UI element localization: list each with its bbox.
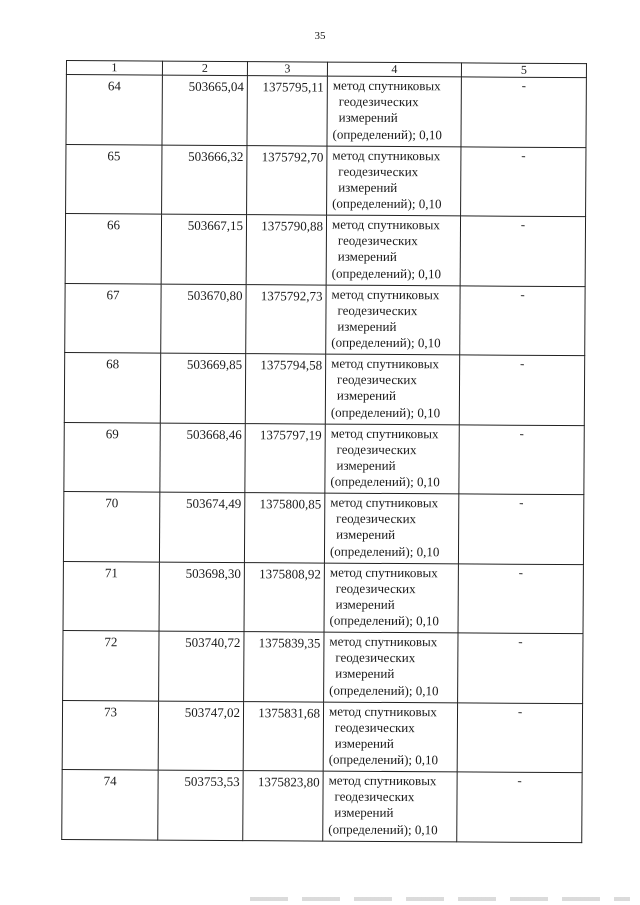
x-coordinate-cell: 503747,02 (158, 701, 243, 771)
method-line: измерений (335, 666, 395, 682)
point-number-cell: 67 (65, 283, 161, 353)
note-cell: - (458, 563, 583, 633)
method-line: геодезических (337, 232, 418, 249)
y-coordinate-cell: 1375808,92 (244, 562, 324, 632)
y-coordinate-cell: 1375792,73 (246, 284, 326, 354)
point-number-cell: 73 (62, 700, 158, 770)
method-cell (323, 771, 457, 841)
table-row (63, 561, 583, 634)
method-line: метод спутниковых (328, 703, 437, 719)
note-cell: - (459, 424, 584, 494)
method-line: геодезических (338, 163, 419, 179)
point-number-cell: 74 (62, 769, 158, 839)
method-line: (определений); 0,10 (331, 334, 441, 351)
method-cell (325, 424, 459, 494)
method-line: (определений); 0,10 (328, 751, 439, 768)
method-line: геодезических (337, 371, 417, 388)
table-row (64, 422, 584, 495)
y-coordinate-cell: 1375790,88 (246, 215, 326, 285)
method-cell (325, 354, 459, 424)
table-row (66, 144, 586, 217)
x-coordinate-cell: 503753,53 (158, 770, 243, 840)
method-cell (323, 702, 457, 772)
y-coordinate-cell: 1375823,80 (243, 771, 323, 841)
point-number-cell: 71 (63, 561, 159, 631)
y-coordinate-cell: 1375794,58 (245, 354, 325, 424)
method-line: метод спутниковых (328, 772, 437, 789)
method-line: геодезических (335, 649, 416, 666)
note-cell: - (460, 285, 585, 355)
table-row (65, 214, 585, 287)
y-coordinate-cell: 1375797,19 (245, 423, 325, 493)
method-line: измерений (338, 110, 398, 126)
point-number-cell: 70 (63, 491, 159, 561)
method-line: геодезических (336, 510, 417, 527)
method-line: метод спутниковых (332, 147, 441, 163)
method-line: метод спутниковых (330, 425, 439, 441)
method-cell (326, 215, 460, 285)
method-cell (327, 76, 461, 146)
method-line: измерений (336, 457, 396, 473)
method-line: геодезических (334, 788, 415, 805)
method-line: измерений (336, 388, 397, 404)
column-header-1: 1 (66, 61, 162, 76)
x-coordinate-cell: 503670,80 (161, 284, 246, 354)
point-number-cell: 72 (63, 630, 159, 700)
column-header-4: 4 (327, 62, 461, 77)
note-cell: - (458, 633, 583, 703)
method-line: измерений (336, 527, 396, 543)
note-cell: - (457, 702, 582, 772)
method-line: (определений); 0,10 (332, 126, 442, 142)
note-cell: - (457, 772, 582, 842)
x-coordinate-cell: 503674,49 (159, 492, 244, 562)
method-line: метод спутниковых (331, 355, 440, 372)
method-cell (324, 563, 458, 633)
method-line: измерений (337, 249, 397, 265)
method-line: (определений); 0,10 (329, 612, 439, 629)
y-coordinate-cell: 1375839,35 (244, 632, 324, 702)
point-number-cell: 66 (65, 214, 161, 284)
column-header-5: 5 (461, 63, 586, 78)
method-cell (324, 493, 458, 563)
table-row (64, 352, 584, 425)
method-line: метод спутниковых (330, 494, 439, 511)
table-row (63, 630, 583, 703)
point-number-cell: 68 (64, 352, 160, 422)
table-row (66, 75, 586, 148)
method-line: метод спутниковых (332, 77, 441, 94)
method-line: геодезических (337, 302, 418, 318)
page-number: 35 (314, 30, 326, 42)
method-line: (определений); 0,10 (328, 821, 438, 837)
method-line: (определений); 0,10 (329, 682, 439, 698)
table-row (62, 700, 582, 773)
method-line: (определений); 0,10 (331, 265, 442, 281)
y-coordinate-cell: 1375800,85 (244, 493, 324, 563)
method-line: геодезических (338, 93, 419, 110)
method-line: измерений (334, 735, 394, 751)
x-coordinate-cell: 503665,04 (162, 75, 247, 145)
point-number-cell: 65 (66, 144, 162, 214)
method-line: (определений); 0,10 (329, 543, 440, 559)
x-coordinate-cell: 503698,30 (159, 562, 244, 632)
method-line: геодезических (335, 580, 416, 596)
method-line: метод спутниковых (331, 286, 440, 302)
x-coordinate-cell: 503668,46 (160, 423, 245, 493)
method-line: геодезических (334, 719, 415, 735)
coordinates-table (61, 60, 587, 843)
method-line: метод спутниковых (329, 633, 438, 650)
method-line: геодезических (336, 441, 417, 457)
y-coordinate-cell: 1375831,68 (243, 701, 323, 771)
method-line: метод спутниковых (329, 564, 438, 580)
note-cell: - (458, 494, 583, 564)
x-coordinate-cell: 503740,72 (159, 631, 244, 701)
y-coordinate-cell: 1375792,70 (247, 145, 327, 215)
table-body (62, 75, 587, 843)
method-cell (326, 285, 460, 355)
method-line: измерений (334, 805, 394, 821)
scan-artifact (250, 897, 630, 901)
note-cell: - (459, 355, 584, 425)
method-line: (определений); 0,10 (332, 195, 442, 212)
method-line: измерений (335, 596, 395, 612)
method-line: измерений (337, 318, 397, 334)
method-cell (324, 632, 458, 702)
note-cell: - (460, 216, 585, 286)
column-header-3: 3 (247, 62, 327, 76)
table-row (62, 769, 582, 842)
method-line: измерений (338, 179, 398, 195)
table-row (65, 283, 585, 356)
column-header-2: 2 (162, 61, 247, 76)
x-coordinate-cell: 503666,32 (162, 145, 247, 215)
point-number-cell: 64 (66, 75, 162, 145)
note-cell: - (461, 77, 586, 147)
y-coordinate-cell: 1375795,11 (247, 76, 327, 146)
method-line: метод спутниковых (331, 216, 440, 233)
table-row (63, 491, 583, 564)
x-coordinate-cell: 503669,85 (160, 353, 245, 423)
x-coordinate-cell: 503667,15 (161, 214, 246, 284)
method-line: (определений); 0,10 (330, 473, 440, 490)
point-number-cell: 69 (64, 422, 160, 492)
method-cell (327, 146, 461, 216)
method-line: (определений); 0,10 (330, 404, 441, 420)
note-cell: - (461, 146, 586, 216)
